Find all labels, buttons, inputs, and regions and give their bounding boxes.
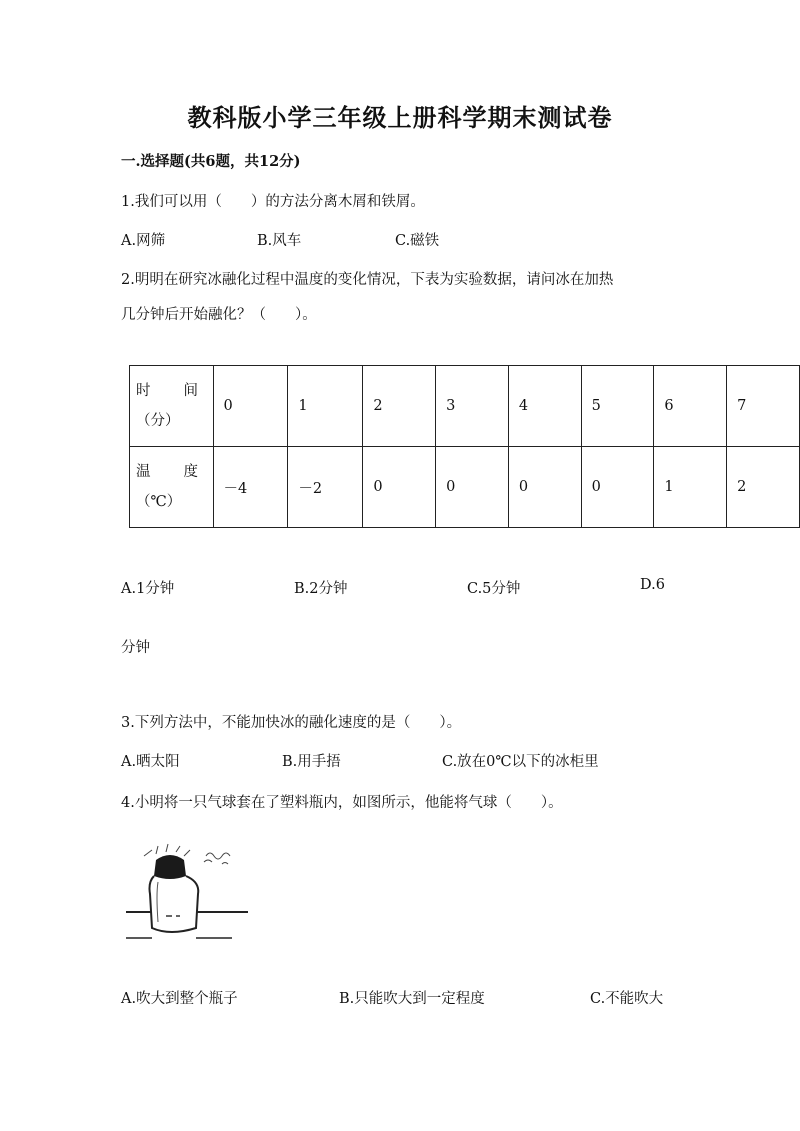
header-char: 时 [136, 383, 151, 399]
table-cell: 0 [508, 447, 581, 528]
q4-option-c[interactable]: C.不能吹大 [590, 991, 664, 1007]
table-cell: 2 [363, 366, 436, 447]
table-cell: 3 [436, 366, 509, 447]
header-unit: （分） [136, 413, 180, 429]
q1-option-b[interactable]: B.风车 [257, 233, 302, 249]
table-cell: 1 [288, 366, 363, 447]
question-3-text: 3.下列方法中，不能加快冰的融化速度的是（ ）。 [121, 715, 462, 731]
question-2-text-line2: 几分钟后开始融化？（ ）。 [121, 307, 317, 323]
table-row-time [130, 366, 800, 447]
table-row-temperature [130, 447, 800, 528]
table-cell: 5 [581, 366, 654, 447]
section-header-choice: 一.选择题(共6题，共12分) [121, 153, 301, 170]
table-cell: 0 [436, 447, 509, 528]
question-2-text-line1: 2.明明在研究冰融化过程中温度的变化情况，下表为实验数据，请问冰在加热 [121, 272, 614, 288]
table-cell: 1 [654, 447, 727, 528]
q1-option-c[interactable]: C.磁铁 [395, 233, 440, 249]
q4-option-b[interactable]: B.只能吹大到一定程度 [339, 991, 485, 1007]
table-cell: 6 [654, 366, 727, 447]
q3-option-c[interactable]: C.放在0℃以下的冰柜里 [442, 754, 599, 770]
q2-option-d[interactable]: D.6 [640, 577, 665, 593]
header-unit: （℃） [136, 494, 182, 510]
q2-option-d-wrap: 分钟 [121, 640, 150, 656]
q3-option-b[interactable]: B.用手捂 [282, 754, 341, 770]
table-cell: 7 [727, 366, 800, 447]
bottle-highlight [157, 882, 158, 922]
temperature-data-table [129, 365, 800, 528]
balloon-shape [154, 855, 186, 879]
q1-option-a[interactable]: A.网筛 [121, 233, 166, 249]
table-header-temperature [130, 447, 214, 528]
table-cell: 0 [581, 447, 654, 528]
q4-option-a[interactable]: A.吹大到整个瓶子 [121, 991, 238, 1007]
table-cell: 0 [363, 447, 436, 528]
bottle-balloon-figure [122, 842, 252, 942]
header-char: 度 [183, 464, 198, 480]
table-cell: －4 [213, 447, 288, 528]
page-title: 教科版小学三年级上册科学期末测试卷 [187, 103, 613, 132]
table-cell: －2 [288, 447, 363, 528]
table-cell: 0 [213, 366, 288, 447]
question-1-text: 1.我们可以用（ ）的方法分离木屑和铁屑。 [121, 194, 425, 210]
q2-option-a[interactable]: A.1分钟 [121, 581, 175, 597]
q3-option-a[interactable]: A.晒太阳 [121, 754, 180, 770]
header-char: 间 [183, 383, 198, 399]
table-cell: 4 [508, 366, 581, 447]
table-cell: 2 [727, 447, 800, 528]
header-char: 温 [136, 464, 151, 480]
q2-option-b[interactable]: B.2分钟 [294, 581, 348, 597]
question-4-text: 4.小明将一只气球套在了塑料瓶内，如图所示，他能将气球（ ）。 [121, 795, 563, 811]
q2-option-c[interactable]: C.5分钟 [467, 581, 521, 597]
table-header-time [130, 366, 214, 447]
